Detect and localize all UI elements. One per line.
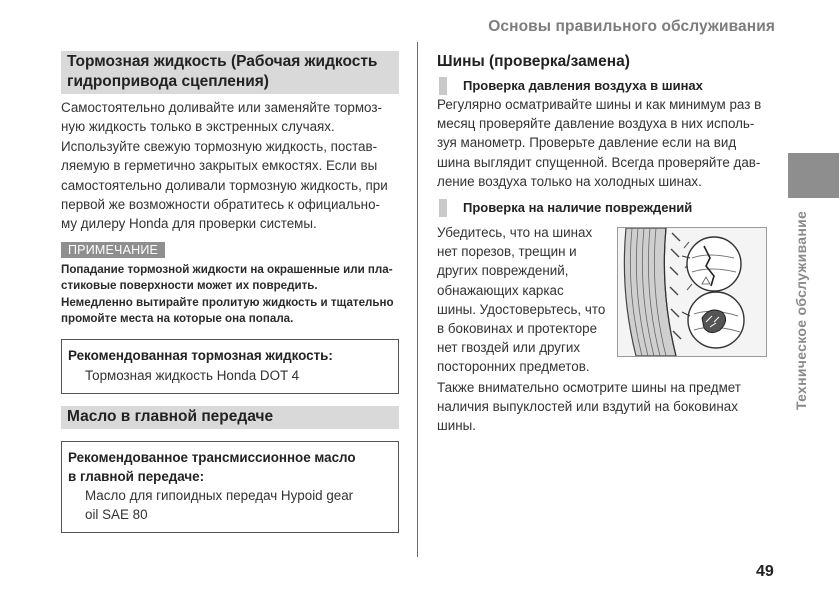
text-line: Также внимательно осмотрите шины на предмет [437,379,741,395]
text-line: шины. Удостоверьтесь, что [437,301,606,317]
text-line: нет порезов, трещин и [437,244,577,260]
heading-line: гидропривода сцепления) [67,73,269,90]
damage-section [437,223,777,377]
text-line: обнажающих каркас [437,282,564,298]
note-line: Попадание тормозной жидкости на окрашенные или пла- [61,262,393,276]
pressure-subheading: Проверка давления воздуха в шинах [439,77,777,95]
column-divider [417,42,418,557]
text-line: ляемую в герметично закрытых емкостях. Если вы [61,158,378,174]
text-line: ление воздуха только на холодных шинах. [437,173,702,189]
text-line: Самостоятельно доливайте или заменяйте тормоз- [61,100,382,115]
running-header: Основы правильного обслуживания [488,18,775,35]
text-line: в боковинах и протекторе [437,321,598,337]
gear-oil-heading: Масло в главной передаче [61,406,399,429]
gear-oil-recommendation-box [61,441,399,533]
note-line: стиковые поверхности может их повредить. [61,279,318,293]
text-line: самостоятельно доливали тормозную жидкость, при [61,177,388,193]
damage-subheading: Проверка на наличие повреждений [439,199,777,217]
brake-fluid-heading [61,51,399,94]
tire-illustration-svg [618,228,766,356]
text-line: Используйте свежую тормозную жидкость, постав- [61,138,378,154]
recommendation-value: Масло для гипоидных передач Hypoid gear [85,488,354,504]
note-line: Немедленно вытирайте пролитую жидкость и тщательно [61,295,394,309]
note-text [61,262,399,328]
brake-fluid-recommendation-box [61,339,399,394]
recommendation-title: Рекомендованная тормозная жидкость: [68,348,333,364]
text-line: первой же возможности обратитесь к официально- [61,197,380,213]
text-line: Регулярно осматривайте шины и как минимум раз в [437,97,762,112]
tire-damage-illustration [617,227,767,357]
text-line: месяц проверяйте давление воздуха в них исполь- [437,116,755,132]
text-line: зуя манометр. Проверьте давление если на вид [437,135,737,151]
damage-after-text [437,378,777,436]
text-line: нет гвоздей или других [437,340,581,356]
recommendation-title: Рекомендованное трансмиссионное масло [68,450,356,466]
recommendation-title: в главной передаче: [68,468,205,484]
text-line: шины. [437,418,476,434]
section-tab-label: Техническое обслуживание [793,210,809,410]
text-line: посторонних предметов. [437,359,590,375]
text-line: му дилеру Honda для проверки системы. [61,216,317,232]
brake-fluid-text [61,98,399,234]
text-line: шина выглядит спущенной. Всегда проверяйте дав- [437,154,761,170]
damage-text [437,223,615,377]
text-line: Убедитесь, что на шинах [437,225,593,241]
heading-line: Тормозная жидкость (Рабочая жидкость [67,53,378,70]
text-line: наличия выпуклостей или вздутий на боковинах [437,398,738,414]
tires-heading: Шины (проверка/замена) [437,53,630,70]
note-line: промойте места на которые она попала. [61,312,294,326]
page-number: 49 [756,563,774,580]
left-column [61,51,399,533]
recommendation-value: oil SAE 80 [85,507,148,523]
right-column [437,51,777,435]
text-line: других повреждений, [437,263,569,279]
section-tab-marker [788,153,839,198]
pressure-text [437,95,777,191]
text-line: ную жидкость только в экстренных случаях. [61,119,335,135]
recommendation-value: Тормозная жидкость Honda DOT 4 [85,368,300,384]
note-label: ПРИМЕЧАНИЕ [61,242,165,258]
